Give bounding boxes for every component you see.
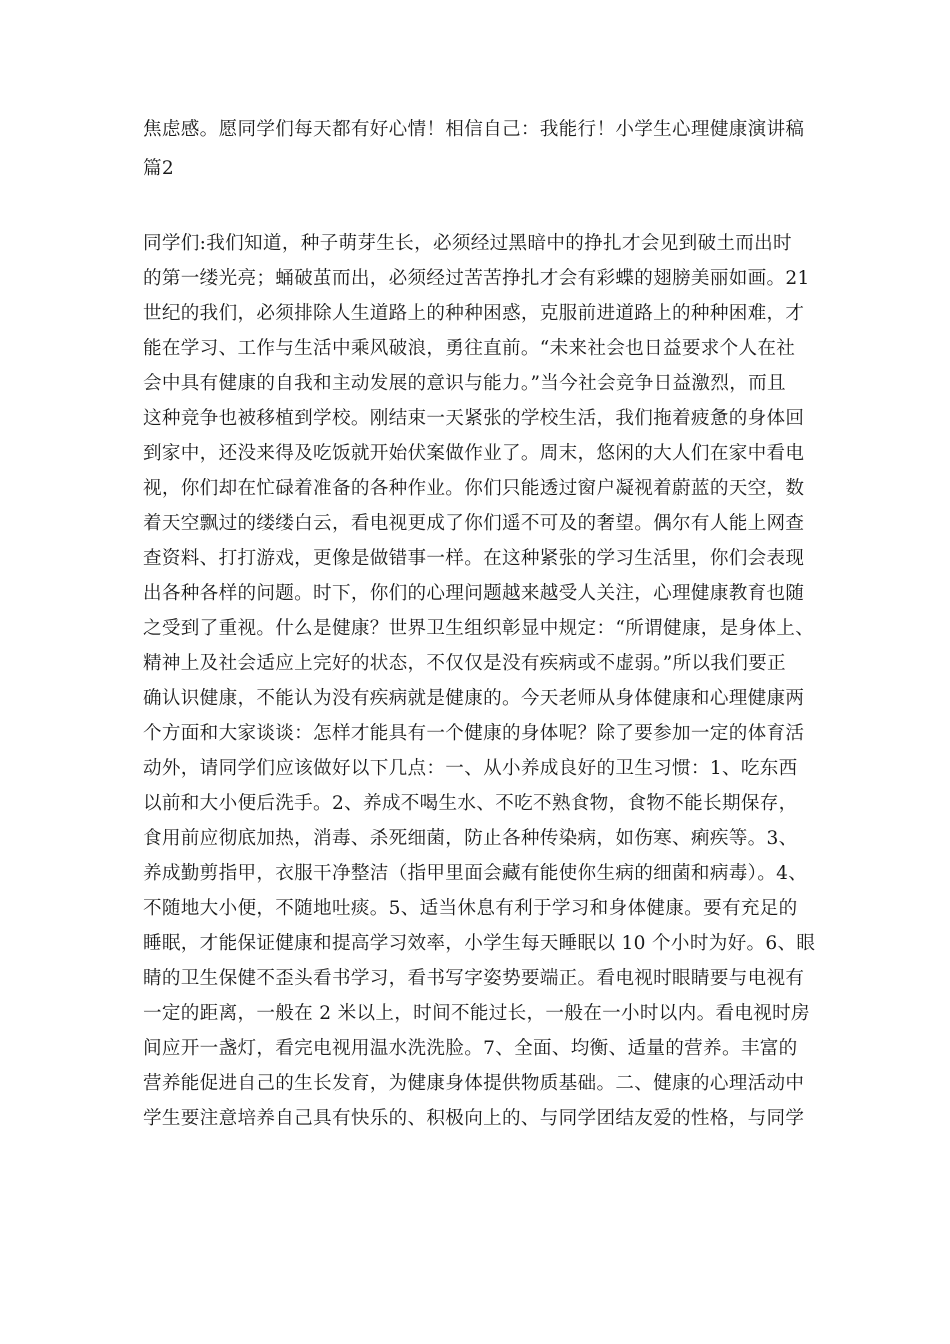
text-line: 精神上及社会适应上完好的状态，不仅仅是没有疾病或不虚弱。”所以我们要正 bbox=[143, 653, 786, 674]
text-line: 一定的距离，一般在 2 米以上，时间不能过长，一般在一小时以内。看电视时房 bbox=[143, 1003, 810, 1024]
text-line: 的第一缕光亮；蛹破茧而出，必须经过苦苦挣扎才会有彩蝶的翅膀美丽如画。21 bbox=[143, 268, 810, 289]
text-line: 这种竞争也被移植到学校。刚结束一天紧张的学校生活，我们拖着疲惫的身体回 bbox=[143, 408, 805, 429]
text-line: 世纪的我们，必须排除人生道路上的种种困惑，克服前进道路上的种种困难，才 bbox=[143, 303, 805, 324]
text-line: 着天空飘过的缕缕白云，看电视更成了你们遥不可及的奢望。偶尔有人能上网查 bbox=[143, 513, 805, 534]
text-line: 学生要注意培养自己具有快乐的、积极向上的、与同学团结友爱的性格，与同学 bbox=[143, 1108, 805, 1129]
text-line: 同学们:我们知道，种子萌芽生长，必须经过黑暗中的挣扎才会见到破土而出时 bbox=[143, 233, 792, 254]
text-line: 间应开一盏灯，看完电视用温水洗洗脸。7、全面、均衡、适量的营养。丰富的 bbox=[143, 1038, 798, 1059]
text-line: 动外，请同学们应该做好以下几点：一、从小养成良好的卫生习惯：1、吃东西 bbox=[143, 758, 798, 779]
text-line: 个方面和大家谈谈：怎样才能具有一个健康的身体呢？除了要参加一定的体育活 bbox=[143, 723, 805, 744]
text-line: 营养能促进自己的生长发育，为健康身体提供物质基础。二、健康的心理活动中 bbox=[143, 1073, 805, 1094]
text-line: 视，你们却在忙碌着准备的各种作业。你们只能透过窗户凝视着蔚蓝的天空，数 bbox=[143, 478, 805, 499]
text-line: 食用前应彻底加热，消毒、杀死细菌，防止各种传染病，如伤寒、痢疾等。3、 bbox=[143, 828, 798, 849]
text-line: 能在学习、工作与生活中乘风破浪，勇往直前。“未来社会也日益要求个人在社 bbox=[143, 338, 796, 359]
text-line: 养成勤剪指甲，衣服干净整洁（指甲里面会藏有能使你生病的细菌和病毒）。4、 bbox=[143, 863, 808, 884]
text-line: 确认识健康，不能认为没有疾病就是健康的。今天老师从身体健康和心理健康两 bbox=[143, 688, 805, 709]
text-line: 查资料、打打游戏，更像是做错事一样。在这种紧张的学习生活里，你们会表现 bbox=[143, 548, 805, 569]
text-line: 会中具有健康的自我和主动发展的意识与能力。”当今社会竞争日益激烈，而且 bbox=[143, 373, 786, 394]
text-line: 不随地大小便，不随地吐痰。5、适当休息有利于学习和身体健康。要有充足的 bbox=[143, 898, 798, 919]
text-line: 睛的卫生保健不歪头看书学习，看书写字姿势要端正。看电视时眼睛要与电视有 bbox=[143, 968, 805, 989]
text-line: 出各种各样的问题。时下，你们的心理问题越来越受人关注，心理健康教育也随 bbox=[143, 583, 805, 604]
text-line: 焦虑感。愿同学们每天都有好心情！相信自己：我能行！小学生心理健康演讲稿 bbox=[143, 119, 805, 140]
text-line: 以前和大小便后洗手。2、养成不喝生水、不吃不熟食物，食物不能长期保存， bbox=[143, 793, 798, 814]
text-line: 睡眠，才能保证健康和提高学习效率，小学生每天睡眠以 10 个小时为好。6、眼 bbox=[143, 933, 816, 954]
text-line: 之受到了重视。什么是健康？世界卫生组织彰显中规定：“所谓健康，是身体上、 bbox=[143, 618, 815, 639]
text-line: 到家中，还没来得及吃饭就开始伏案做作业了。周末，悠闲的大人们在家中看电 bbox=[143, 443, 805, 464]
text-line: 篇2 bbox=[143, 158, 175, 179]
